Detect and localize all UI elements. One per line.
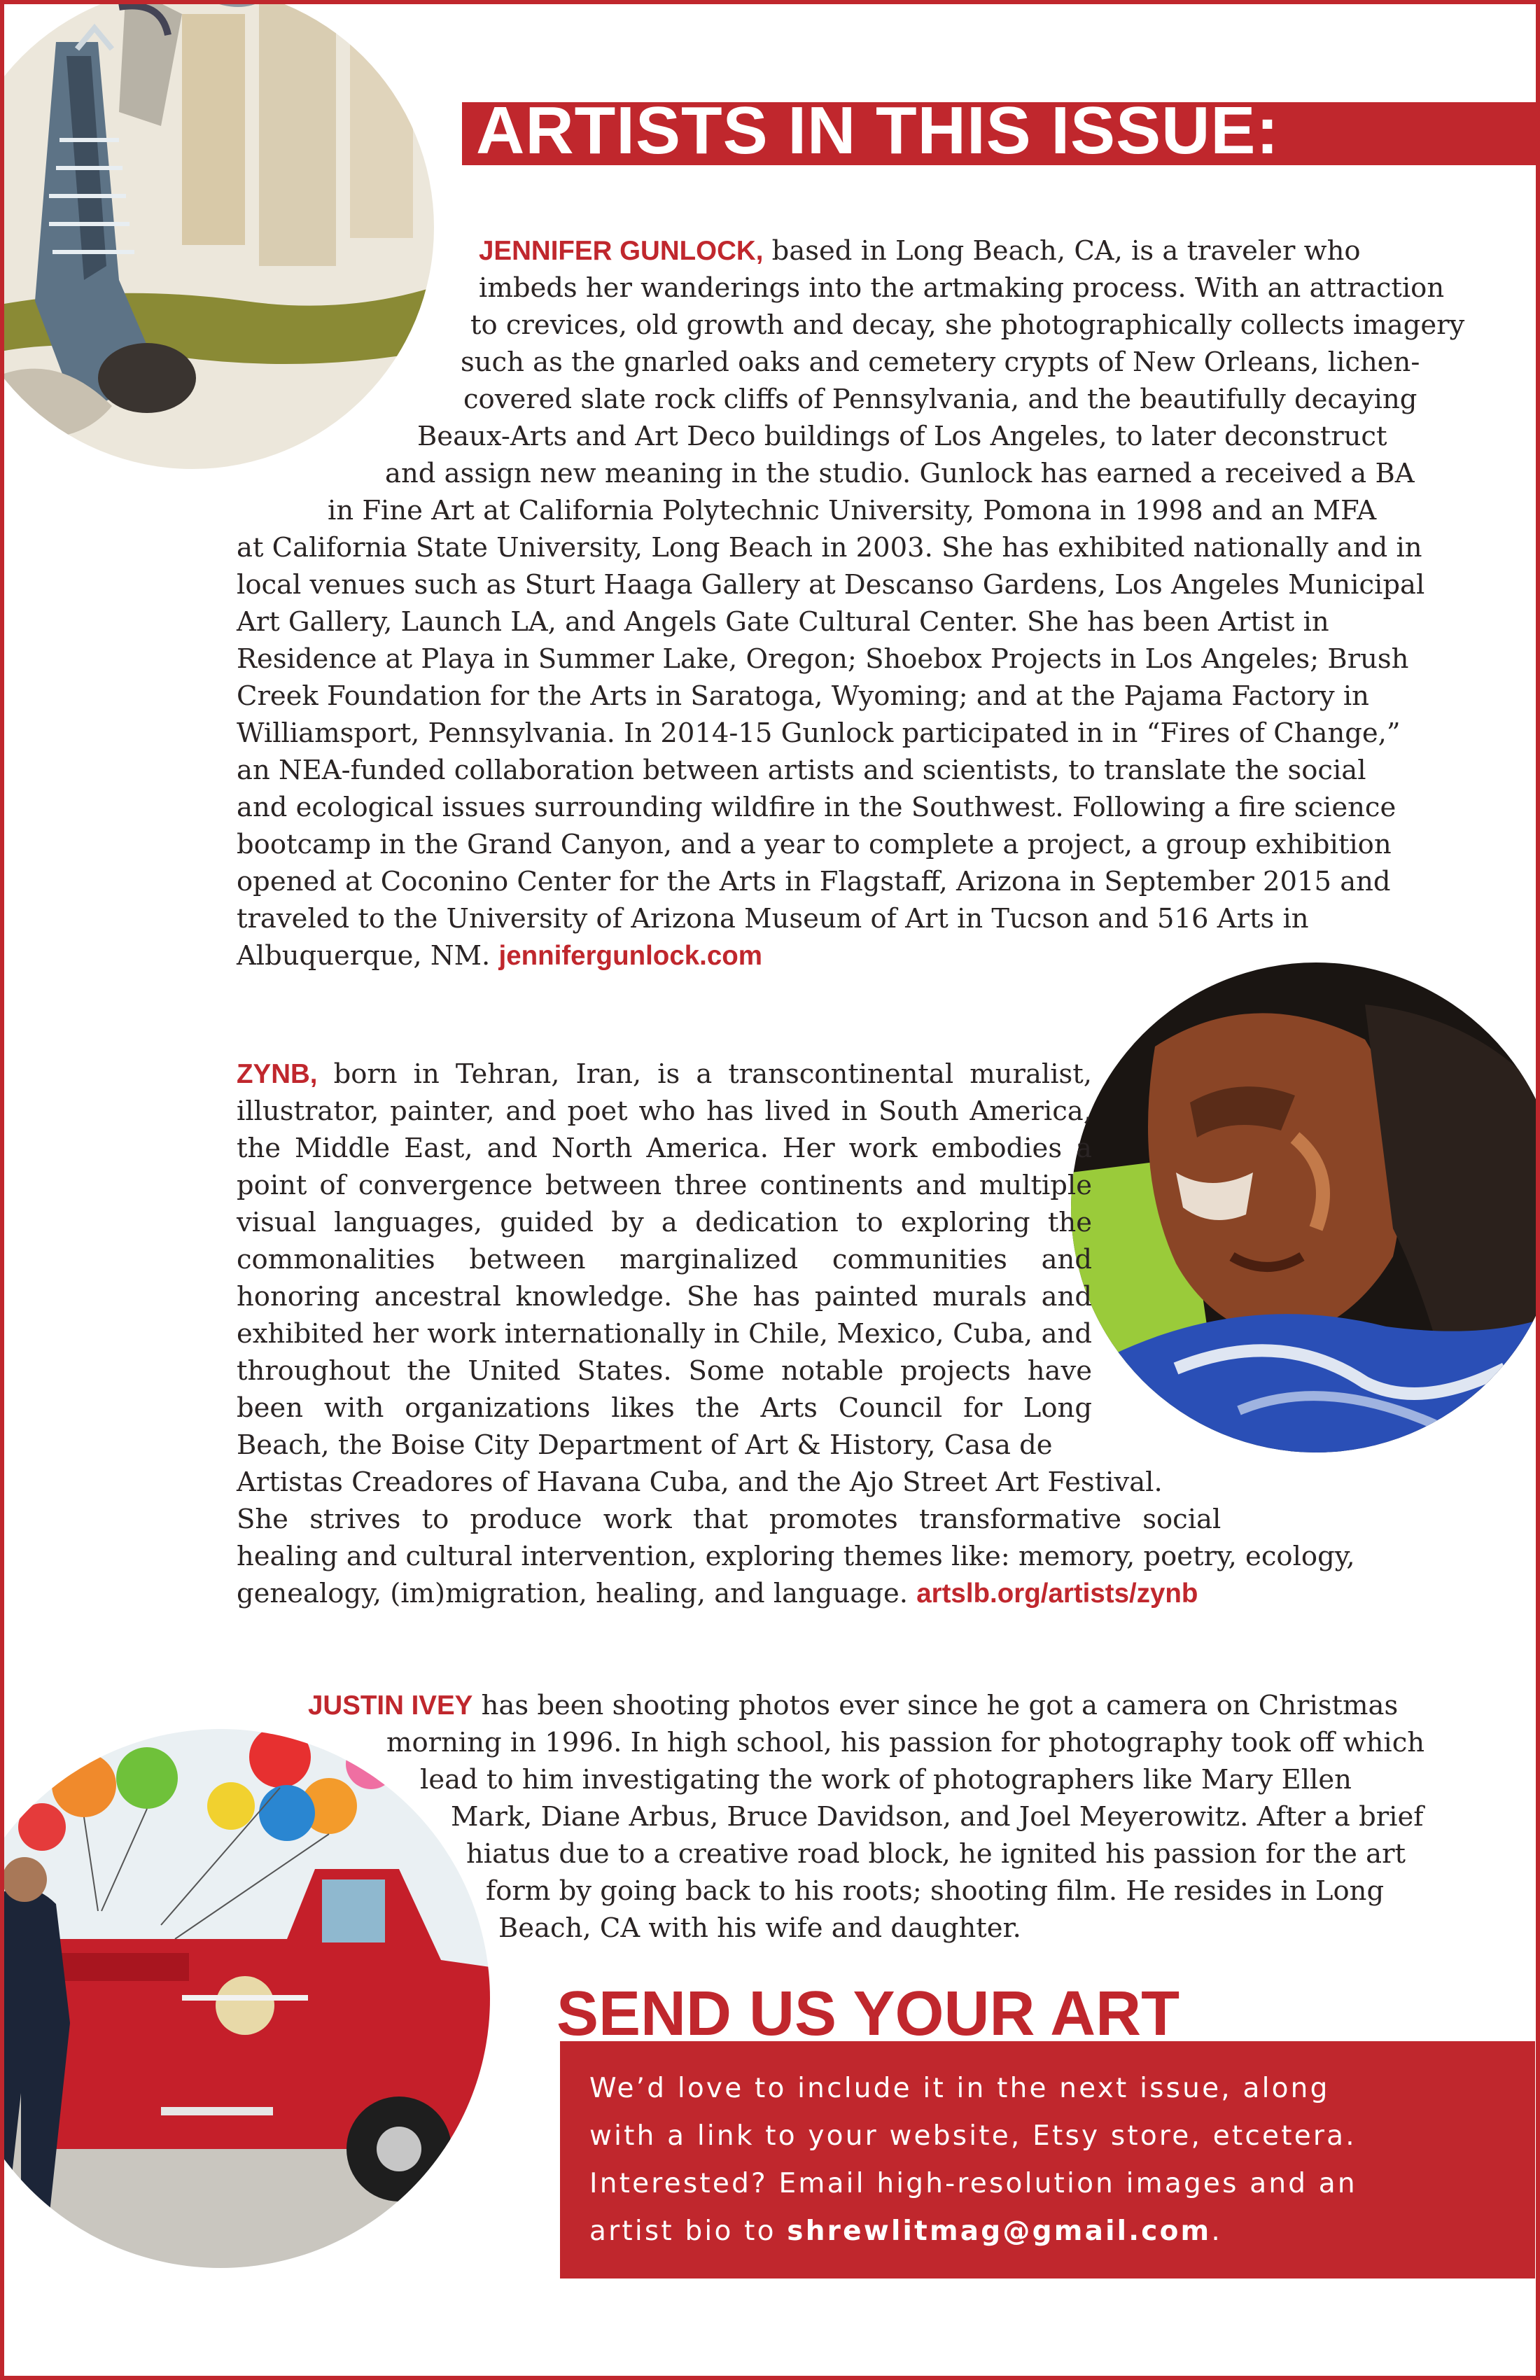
bio-text: illustrator, painter, and poet who has lived in South America, [237, 1096, 1092, 1127]
zynb-website-link[interactable]: artslb.org/artists/zynb [916, 1578, 1198, 1609]
bio-line: Creek Foundation for the Arts in Saratoga, Wyoming; and at the Pajama Factory in [237, 680, 1369, 712]
artist-bio-ivey [308, 1687, 1428, 1947]
send-art-text [589, 2065, 1507, 2255]
bio-text: based in Long Beach, CA, is a traveler who [771, 235, 1361, 267]
bio-line: form by going back to his roots; shooting film. He resides in Long [486, 1875, 1385, 1907]
bio-text: Beach, the Boise City Department of Art & History, Casa de [237, 1429, 1053, 1461]
send-text-prefix: artist bio to [589, 2216, 776, 2247]
bio-text: honoring ancestral knowledge. She has painted murals and [237, 1281, 1092, 1312]
bio-text: born in Tehran, Iran, is a transcontinental muralist, [333, 1058, 1092, 1090]
page-title: ARTISTS IN THIS ISSUE: [476, 93, 1280, 168]
send-line: Interested? Email high-resolution images and an [589, 2168, 1357, 2199]
bio-line: Art Gallery, Launch LA, and Angels Gate Cultural Center. She has been Artist in [237, 606, 1329, 638]
artist-bio-gunlock [237, 232, 1465, 974]
email-suffix: . [1211, 2216, 1223, 2247]
artist-name: JUSTIN IVEY [308, 1690, 473, 1721]
artist-bio-zynb [237, 1056, 1357, 1612]
bio-line: local venues such as Sturt Haaga Gallery at Descanso Gardens, Los Angeles Municipal [237, 569, 1425, 601]
bio-text: and throughout the United States. Some notable projects [237, 1318, 1092, 1387]
bio-line: Mark, Diane Arbus, Bruce Davidson, and Joel Meyerowitz. After a brief [451, 1801, 1424, 1833]
bio-line: such as the gnarled oaks and cemetery crypts of New Orleans, lichen- [461, 346, 1420, 378]
bio-line: Beaux-Arts and Art Deco buildings of Los Angeles, to later deconstruct [417, 421, 1387, 452]
bio-line: Williamsport, Pennsylvania. In 2014-15 Gunlock participated in in “Fires of Change,” [237, 718, 1401, 749]
send-art-box [560, 2041, 1535, 2278]
bio-text: Albuquerque, NM. [237, 940, 491, 972]
send-art-heading: SEND US YOUR ART [556, 1979, 1180, 2049]
bio-line: Beach, CA with his wife and daughter. [498, 1912, 1021, 1944]
bio-line: imbeds her wanderings into the artmaking process. With an attraction [479, 272, 1445, 304]
send-line [589, 2208, 1507, 2255]
bio-line: an NEA-funded collaboration between artists and scientists, to translate the social [237, 755, 1366, 786]
bio-line: opened at Coconino Center for the Arts in Flagstaff, Arizona in September 2015 and [237, 866, 1391, 897]
bio-text: the Middle East, and North America. Her work embodies a [237, 1133, 1092, 1164]
artist-name: ZYNB, [237, 1059, 318, 1089]
send-line: with a link to your website, Etsy store, etcetera. [589, 2120, 1357, 2152]
bio-text: has been shooting photos ever since he got a camera on Christmas [481, 1690, 1399, 1721]
bio-line: traveled to the University of Arizona Museum of Art in Tucson and 516 Arts in [237, 903, 1309, 934]
bio-line: Artistas Creadores of Havana Cuba, and the Ajo Street Art Festival. [237, 1466, 1163, 1498]
bio-line: healing and cultural intervention, exploring themes like: memory, poetry, ecology, [237, 1541, 1355, 1572]
bio-text: commonalities between marginalized communities and [237, 1244, 1092, 1275]
bio-line: lead to him investigating the work of photographers like Mary Ellen [420, 1764, 1352, 1795]
bio-line [237, 937, 1441, 974]
artist-name: JENNIFER GUNLOCK, [479, 236, 764, 266]
bio-line: and ecological issues surrounding wildfire in the Southwest. Following a fire science [237, 792, 1396, 823]
bio-text: genealogy, (im)migration, healing, and language. [237, 1578, 908, 1609]
bio-line [308, 1687, 1428, 1724]
bio-text: point of convergence between three continents and multiple [237, 1170, 1092, 1201]
bio-line [479, 232, 1441, 270]
bio-line: and assign new meaning in the studio. Gunlock has earned a received a BA [385, 458, 1415, 489]
send-line: We’d love to include it in the next issue, along [589, 2073, 1330, 2104]
bio-line [237, 1575, 1357, 1612]
bio-line: morning in 1996. In high school, his passion for photography took off which [386, 1727, 1425, 1758]
bio-line: at California State University, Long Beach in 2003. She has exhibited nationally and in [237, 532, 1422, 564]
bio-line: hiatus due to a creative road block, he ignited his passion for the art [466, 1838, 1406, 1870]
bio-line: in Fine Art at California Polytechnic University, Pomona in 1998 and an MFA [328, 495, 1377, 526]
bio-line: She strives to produce work that promotes transformative social [237, 1504, 1222, 1535]
gunlock-website-link[interactable]: jennifergunlock.com [498, 941, 763, 971]
bio-line: bootcamp in the Grand Canyon, and a year to complete a project, a group exhibition [237, 829, 1392, 860]
bio-line: to crevices, old growth and decay, she photographically collects imagery [470, 309, 1465, 341]
bio-text: have been with organizations likes the Arts Council for Long [237, 1355, 1092, 1424]
bio-line: Residence at Playa in Summer Lake, Oregon; Shoebox Projects in Los Angeles; Brush [237, 643, 1409, 675]
bio-paragraph [237, 1056, 1092, 1464]
bio-text: exhibited her work internationally in Chile, Mexico, Cuba, [237, 1318, 1033, 1350]
bio-text: visual languages, guided by a dedication to exploring the [237, 1207, 1092, 1238]
bio-line: covered slate rock cliffs of Pennsylvania, and the beautifully decaying [463, 384, 1418, 415]
email-link[interactable]: shrewlitmag@gmail.com [787, 2216, 1212, 2247]
